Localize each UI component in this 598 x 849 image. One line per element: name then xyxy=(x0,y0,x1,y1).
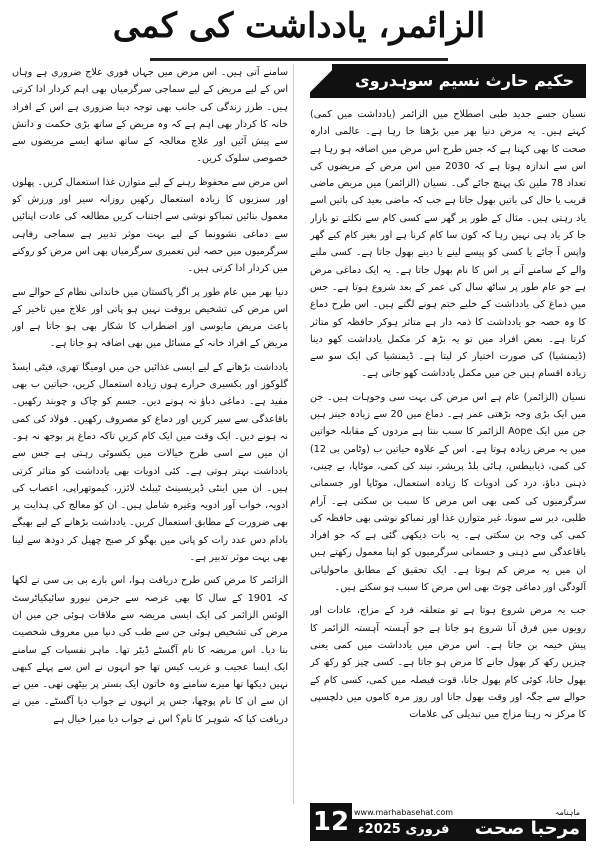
article-title: الزائمر، یادداشت کی کمی xyxy=(112,6,486,46)
right-column xyxy=(310,106,586,811)
issue-date: فروری 2025ء xyxy=(358,822,450,837)
paragraph: یادداشت بڑھانے کے لیے ایسی غذائیں جن میں اومیگا تھری، فیٹی ایسڈ گلوکوز اور بکسیری حرارے ہوں زیادہ استعمال کریں، حیاتین ب بھی مفید ہے۔ دماغی دباؤ نہ ہونے دیں۔ جسم کو چاک و چوبند رکھیں۔ باقاعدگی سے سیر کریں اور دماغ کو مصروف رکھیں۔ فولاد کی کمی نہ ہونے دیں۔ ایک وقت میں ایک کام کریں تاکہ دماغ پر بوجھ نہ ہو۔ ان میں سے اسی طرح خیالات میں یکسوئی رہتی ہے جس سے یادداشت بہتر ہوتی ہے۔ کئی ادویات بھی یادداشت کو متاثر کرتی ہیں۔ ان میں اینٹی ڈپریسینٹ ٹیبلٹ لائزر، کیموتھراپی، اعصاب کی ادویہ، خواب آور ادویہ وغیرہ شامل ہیں۔ ان کو معالج کی ہدایت پر بھی ضرورت کے مطابق استعمال کریں۔ یادداشت بڑھانے کے لیے بھیگے بادام دس عدد رات کو پانی میں بھگو کر صبح چھیل کر دودھ سے لینا بھی بہت موثر تدبیر ہے۔ xyxy=(12,361,288,564)
magazine-footer xyxy=(310,803,586,841)
paragraph: الزائمر کا مرض کس طرح دریافت ہوا، اس بارے بی بی سی نے لکھا کہ 1901 کے سال کا بھی عرصہ سے جرمن نیورو سائیکیاٹرسٹ الوئس الزائمر کی ایک ایسی مریضہ سے ملاقات ہوئی جن میں ان مرض کی تشخیص ہوئی جن سے طب کی دنیا میں معروف شخصیت بنا دیا۔ اس مریضہ کا نام آگسٹے ڈیٹر تھا۔ ماہر نفسیات کے سامنے ایک ایسا عجیب و غریب کیس تھا جو انہوں نے اس سے پہلے کبھی نہیں دیکھا تھا میرے سامنے وہ خاتون ایک بستر پر بیٹھی تھی۔ میں نے ان سے ان کا نام پوچھا، جس پر انہوں نے جواب دیا آگسٹے۔ میں نے دریافت کیا کہ شوہر کا نام؟ اس نے جواب دیا میرا خیال ہے xyxy=(12,575,288,725)
title-underline xyxy=(150,58,448,61)
paragraph: دنیا بھر میں عام طور پر اگر پاکستان میں خاندانی نظام کے حوالے سے اس مرض کی تشخیص بروقت نہیں ہو پاتی اور علاج میں تاخیر کے باعث مریض مایوسی اور اضطراب کا شکار بھی ہو جاتا ہے اور مریض کے افراد خانہ کے مسائل میں بھی اضافہ ہو جاتا ہے۔ xyxy=(12,286,288,350)
paragraph: نسیان جسے جدید طبی اصطلاح میں الزائمر (یادداشت میں کمی) کہتے ہیں۔ یہ مرض دنیا بھر میں بڑھتا جا رہا ہے۔ عالمی ادارہ صحت کا بھی کہنا ہے کہ جس طرح اس مرض میں اضافہ ہو رہا ہے اس سے اندازہ ہوتا ہے کہ 2030 میں اس مرض کے مریضوں کی تعداد 78 ملین تک پہنچ جائے گی۔ نسیان (الزائمر) میں مریض ماضی قریب یا حال کی باتیں بھول جاتا ہے جب کہ ماضی بعید کی باتیں اسے یاد رہتی ہیں۔ مثال کے طور پر گھر سے کسی کام سے نکلتے تو بازار جا کر یاد ہی نہیں رہا کہ کون سا کام کرنا ہے اور بغیر کام کیے گھر واپس آ جائے یا کسی کو پیسے لینے یا دینے بھول جاتا ہے۔ کسی ملنے والے کے سامنے آنے پر اس کا نام بھول جاتا ہے۔ یہ ایک دماغی مرض ہے جو عام طور پر ساٹھ سال کی عمر کے بعد شروع ہوتا ہے۔ جس میں دماغ کی یادداشت کے خلیے ختم ہونے لگتے ہیں۔ اس طرح دماغ کا وہ حصہ جو یادداشت کا ذمہ دار ہے متاثر ہوکر حافظہ کو متاثر کرتا ہے۔ بعض افراد میں تو یہ بڑھ کر مکمل یادداشت کھو دینا (ڈیمنشیا) کی صورت اختیار کر لیتا ہے۔ ڈیمنشیا کی ایک سو سے زیادہ اقسام ہیں جن میں مکمل یادداشت کھو جاتی ہے۔ xyxy=(310,109,586,380)
paragraph: سامنے آتی ہیں۔ اس مرض میں جہاں فوری علاج ضروری ہے وہاں اس کے لیے مریض کے لیے سماجی سرگرمیاں بھی اہم کردار ادا کرتی ہیں۔ طرز زندگی کی جانب بھی توجہ دینا ضروری ہے اس کے افراد خانہ کا کردار بھی اہم ہے کہ وہ مریض کے ساتھ بڑی حکمت و دانش سے پیش آئیں اور علاج معالجہ کے ساتھ ساتھ ایسے مریضوں سے خصوصی سلوک کریں۔ xyxy=(12,67,288,165)
paragraph: اس مرض سے محفوظ رہنے کے لیے متوازن غذا استعمال کریں۔ پھلوں اور سبزیوں کا زیادہ استعمال رکھیں روزانہ سیر اور ورزش کو معمول بنائیں تمباکو نوشی سے اجتناب کریں مطالعہ کی عادت اپنائیں سے دماغی نشوونما کے لیے بہت موثر تدبیر ہے سماجی رفاہی سرگرمیوں میں حصہ لیں تعمیری سرگرمیاں بھی اس مرض کو روکنے میں کردار ادا کرتی ہیں۔ xyxy=(12,176,288,275)
left-column xyxy=(12,64,288,834)
monthly-label: ماہنامہ xyxy=(554,808,580,817)
author-banner: حکیم حارث نسیم سوہدروی xyxy=(310,64,586,98)
website-label: www.marhabasehat.com xyxy=(354,808,454,817)
paragraph: نسیان (الزائمر) عام ہے اس مرض کی بہت سی وجوہات ہیں۔ جن میں ایک بڑی وجہ بڑھتی عمر ہے۔ دماغ میں 20 سے زیادہ جینز ہیں جن میں ایک Aope الزائمر کا سبب بنتا ہے مردوں کے مقابلہ خواتین میں یہ مرض زیادہ ہوتا ہے۔ اس کے علاوہ حیاتین ب (وٹامن بی 12) کی کمی، ذیابیطس، ہائی بلڈ پریشر، نیند کی کمی، موٹاپا، بے چینی، ذہنی دباؤ، درد کی ادویات کا زیادہ استعمال، موٹاپا اور جسمانی سرگرمیوں کی کمی بھی اس مرض کا سبب بن سکتی ہے۔ آرام طلبی، دیر سے سونا، غیر متوازن غذا اور تمباکو نوشی بھی حافظہ کی کمی کی وجہ بن سکتی ہے۔ یہ بات دیکھی گئی ہے کہ جو افراد باقاعدگی سے ذہنی و جسمانی سرگرمیوں کو اپنا معمول رکھتے ہیں ان میں یہ مرض کم ہوتا ہے۔ ایک تحقیق کے مطابق ماحولیاتی آلودگی اور دماغی چوٹ بھی اس مرض کا سبب ہو سکتے ہیں۔ xyxy=(310,391,586,594)
paragraph: جب یہ مرض شروع ہوتا ہے تو متعلقہ فرد کے مزاج، عادات اور رویوں میں فرق آنا شروع ہو جاتا ہے جو آہستہ آہستہ الزائمر کا پیش خیمہ بن جاتا ہے۔ اس مرض میں یادداشت میں کمی یعنی چیزیں رکھ کر بھول جانے کا مرض ہو جاتا ہے۔ کسی چیز کو رکھ کر بھول جانا، کوئی کام بھول جانا، قوت فیصلہ میں کمی، کسی کام کے حوالے سے جگہ اور وقت بھول جانا اور روز مرہ کاموں میں دلچسپی کا مرکز نہ رہنا مزاج میں تبدیلی کی علامات xyxy=(310,605,586,721)
page-number: 12 xyxy=(310,803,352,841)
magazine-name: مرحبا صحت xyxy=(474,818,580,839)
column-divider xyxy=(293,64,294,804)
